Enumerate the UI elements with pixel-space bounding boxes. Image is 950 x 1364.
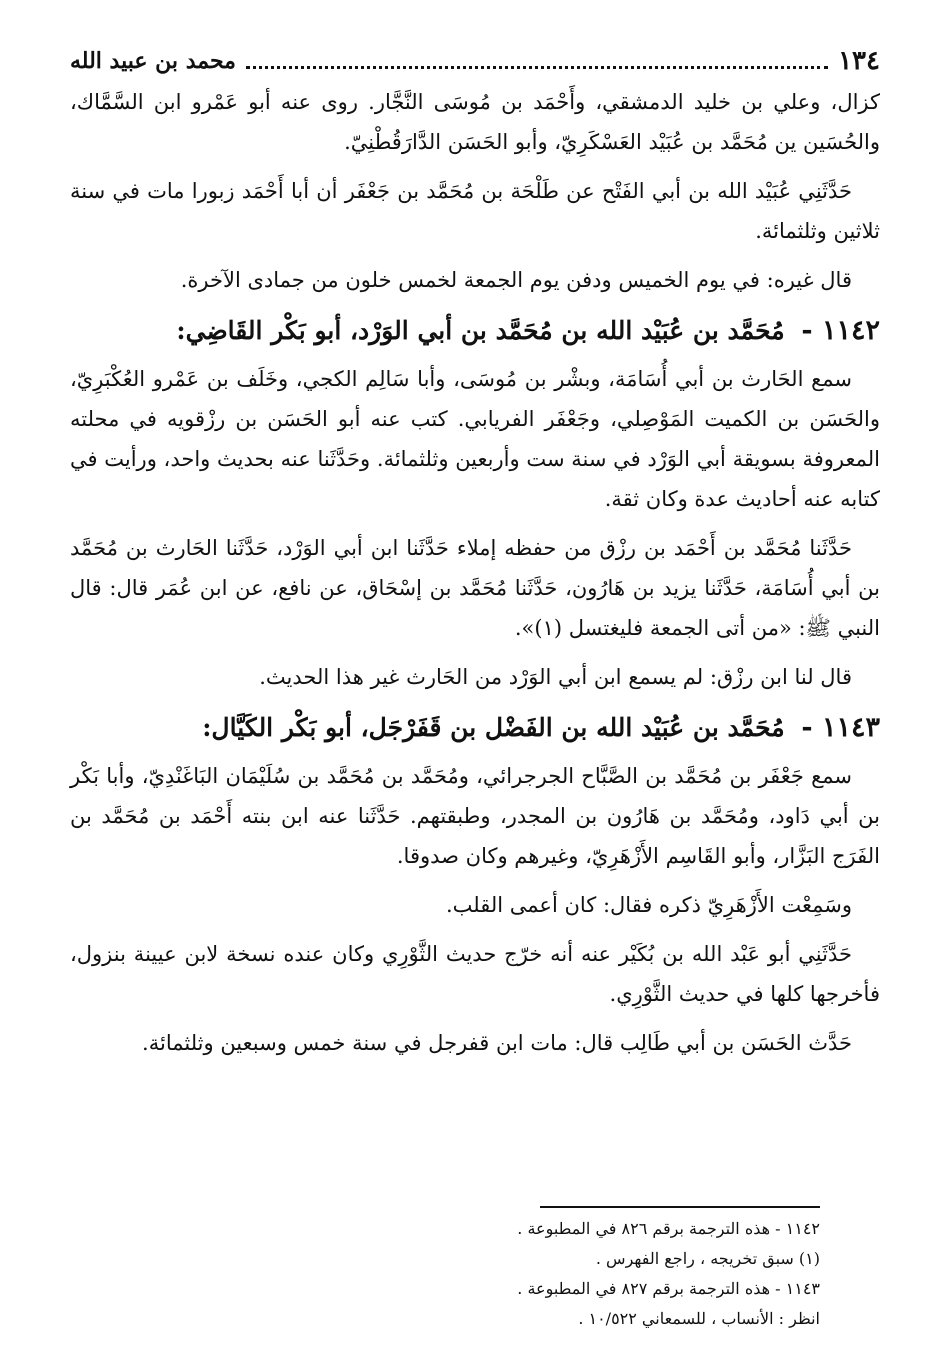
entry-number: ١١٤٢ - — [801, 315, 880, 346]
footnote: (١) سبق تخريجه ، راجع الفهرس . — [595, 1249, 820, 1268]
header-leader-dots — [246, 54, 828, 69]
footnote: انظر : الأنساب ، للسمعاني ١٠/٥٢٢ . — [578, 1309, 820, 1328]
footnotes — [160, 1206, 820, 1334]
page-number: ١٣٤ — [838, 46, 880, 76]
paragraph: حَدَّثَنا مُحَمَّد بن أَحْمَد بن رزْق من حفظه إملاء حَدَّثَنا ابن أبي الوَرْد، حَدَّثَنا الحَارث بن مُحَمَّد بن أبي أُسَامَة، حَدَّثَنا يزيد بن هَارُون، حَدَّثَنا مُحَمَّد بن إسْحَاق، عن نافع، عن ابن عُمَر قال: قال النبي ﷺ: «من أتى الجمعة فليغتسل (١)». — [70, 536, 880, 640]
page-header — [70, 40, 880, 82]
paragraph: سمع جَعْفَر بن مُحَمَّد بن الصَّبَّاح الجرجرائي، ومُحَمَّد بن مُحَمَّد بن سُلَيْمَان البَاغَنْدِيّ، وأبا بَكْر بن أبي دَاود، ومُحَمَّد بن هَارُون بن المجدر، وطبقتهم. حَدَّثَنا عنه ابن بنته أَحْمَد بن مُحَمَّد بن الفَرَج البَزَّار، وأبو القَاسِم الأَزْهَرِيّ، وغيرهم وكان صدوقا. — [70, 764, 880, 868]
entry-heading-1142 — [70, 309, 880, 353]
paragraph: سمع الحَارث بن أبي أُسَامَة، وبشْر بن مُوسَى، وأبا سَالِم الكجي، وخَلَف بن عَمْرو العُكْبَرِيّ، والحَسَن بن الكميت المَوْصِلي، وجَعْفَر الفريابي. كتب عنه أبو الحَسَن بن رزْقويه في محلته المعروفة بسويقة أبي الوَرْد في سنة ست وأربعين وثلثمائة. وحَدَّثَنا عنه بحديث واحد، ورأيت في كتابه عنه أحاديث عدة وكان ثقة. — [70, 367, 880, 511]
paragraph: وسَمِعْت الأَزْهَرِيّ ذكره فقال: كان أعمى القلب. — [446, 893, 852, 917]
running-title: محمد بن عبيد الله — [70, 48, 236, 74]
main-text — [70, 82, 880, 1063]
paragraph: قال غيره: في يوم الخميس ودفن يوم الجمعة لخمس خلون من جمادى الآخرة. — [180, 268, 852, 292]
paragraph: حَدَّثَنِي عُبَيْد الله بن أبي الفَتْح عن طَلْحَة بن مُحَمَّد بن جَعْفَر أن أبا أَحْمَد زبورا مات في سنة ثلاثين وثلثمائة. — [70, 179, 880, 243]
paragraph: حَدَّث الحَسَن بن أبي طَالِب قال: مات ابن قفرجل في سنة خمس وسبعين وثلثمائة. — [142, 1031, 852, 1055]
entry-heading-1143 — [70, 706, 880, 750]
entry-title: مُحَمَّد بن عُبَيْد الله بن الفَضْل بن قَفَرْجَل، أبو بَكْر الكَيَّال: — [202, 713, 785, 742]
footnote: ١١٤٣ - هذه الترجمة برقم ٨٢٧ في المطبوعة . — [517, 1279, 820, 1298]
entry-title: مُحَمَّد بن عُبَيْد الله بن مُحَمَّد بن أبي الوَرْد، أبو بَكْر القَاضِي: — [176, 316, 785, 345]
entry-number: ١١٤٣ - — [801, 712, 880, 743]
paragraph: حَدَّثَنِي أبو عَبْد الله بن بُكَيْر عنه أنه خرّج حديث الثَّوْرِي وكان عنده نسخة لابن عيينة بنزول، فأخرجها كلها في حديث الثَّوْرِي. — [70, 942, 880, 1006]
paragraph: كزال، وعلي بن خليد الدمشقي، وأَحْمَد بن مُوسَى النَّجَّار. روى عنه أبو عَمْرو ابن السَّمَّاك، والحُسَين ين مُحَمَّد بن عُبَيْد العَسْكَرِيّ، وأبو الحَسَن الدَّارَقُطْنِيّ. — [70, 90, 880, 154]
paragraph: قال لنا ابن رزْق: لم يسمع ابن أبي الوَرْد من الحَارث غير هذا الحديث. — [259, 665, 852, 689]
footnote: ١١٤٢ - هذه الترجمة برقم ٨٢٦ في المطبوعة . — [517, 1219, 820, 1238]
footnote-separator — [540, 1206, 820, 1208]
